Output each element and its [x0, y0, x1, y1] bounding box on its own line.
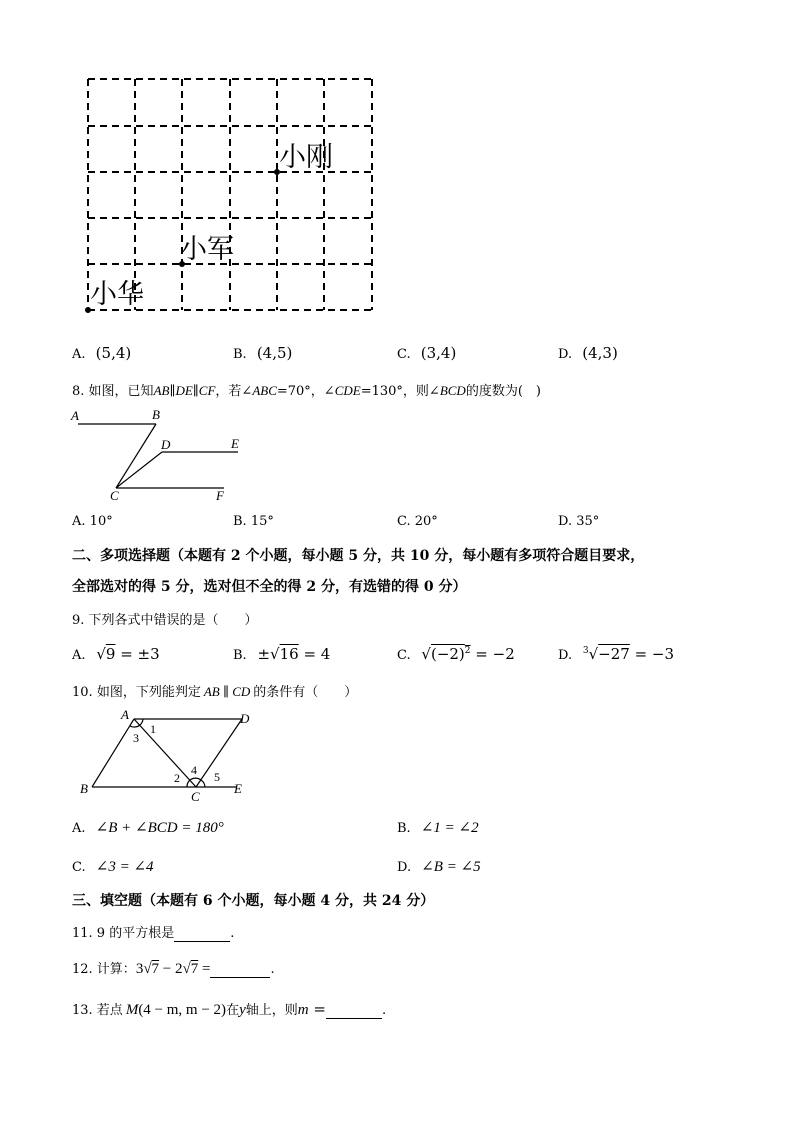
- q10-option-b: [397, 818, 479, 837]
- q9-c-letter: C.: [397, 648, 411, 663]
- q8-cde-val: =130°，则∠: [360, 384, 440, 399]
- q10-option-a: [72, 818, 224, 837]
- q8-label-c: C: [110, 488, 119, 503]
- q13-eq: =: [308, 1000, 326, 1018]
- q10-label-b: B: [80, 781, 88, 796]
- q10-parallel: AB ∥ CD: [203, 684, 251, 699]
- q8-b-text: 15°: [250, 514, 274, 529]
- q10-question: [72, 681, 357, 700]
- q8-c-text: 20°: [414, 514, 438, 529]
- q12-question: 12. 计算：3√7 − 2√7 = .: [72, 961, 275, 977]
- q8-c-letter: C.: [397, 514, 411, 529]
- q13-coords: (4 − m, m − 2): [138, 1002, 227, 1018]
- q7-option-b: [233, 344, 292, 362]
- q8-abc-val: =70°，∠: [276, 384, 335, 399]
- q8-question: [72, 380, 541, 399]
- q10-text-pre: 如图，下列能判定: [96, 685, 201, 700]
- q8-number: 8.: [72, 384, 85, 399]
- q9-d-index: 3: [582, 646, 589, 656]
- q9-option-d: D. $^3$√−27 = −3: [558, 645, 675, 663]
- q10-label-3: 3: [133, 731, 139, 745]
- q9-c-radicand: (−2): [430, 645, 465, 663]
- q11-answer-blank[interactable]: [174, 926, 230, 942]
- q8-b-letter: B.: [233, 514, 247, 529]
- q12-end: .: [270, 962, 275, 977]
- q7-d-text: (4,3): [582, 344, 618, 362]
- q7-a-letter: A.: [72, 347, 86, 362]
- q9-c-rest: = −2: [470, 645, 515, 663]
- q9-d-rest: = −3: [629, 645, 675, 663]
- q10-c-letter: C.: [72, 860, 86, 875]
- section3-heading: 三、填空题（本题有 6 个小题，每小题 4 分，共 24 分）: [72, 893, 435, 909]
- q8-label-b: B: [152, 407, 160, 422]
- q9-b-radicand: 16: [279, 645, 299, 663]
- q11-end: .: [230, 926, 235, 941]
- q9-a-letter: A.: [72, 648, 86, 663]
- q10-label-c: C: [191, 789, 200, 804]
- q12-text: 12. 计算：: [72, 962, 136, 977]
- q13-m: m: [297, 1002, 309, 1018]
- q7-option-d: [558, 344, 618, 362]
- label-xiaohua: 小华: [90, 279, 144, 310]
- q8-label-a: A: [71, 408, 79, 423]
- q8-text-mid1: ，若∠: [215, 384, 253, 399]
- q9-option-a: A. √9 = ±3: [72, 645, 160, 663]
- q8-d-letter: D.: [558, 514, 573, 529]
- label-xiaogang: 小刚: [279, 142, 333, 173]
- q8-cde: CDE: [334, 383, 361, 398]
- q11-text: 11. 9 的平方根是: [72, 926, 175, 941]
- q7-b-text: (4,5): [256, 344, 293, 362]
- q12-coef: 3: [135, 961, 144, 977]
- q7-option-c: [397, 344, 456, 362]
- q9-c-exponent: 2: [464, 646, 471, 656]
- q8-a-text: 10°: [89, 514, 113, 529]
- q8-d-text: 35°: [576, 514, 600, 529]
- q10-label-e: E: [234, 781, 242, 796]
- q10-label-d: D: [240, 711, 250, 726]
- q8-parallels: AB∥DE∥CF: [153, 383, 216, 398]
- q12-minus: − 2: [159, 961, 183, 977]
- q10-d-letter: D.: [397, 860, 412, 875]
- q13-y: y: [239, 1002, 246, 1018]
- q8-figure: [68, 404, 248, 504]
- q9-option-c: C. $√(-2)^2 = -2$: [397, 645, 515, 663]
- q8-option-c: [397, 514, 438, 529]
- q10-label-5: 5: [214, 770, 220, 784]
- q8-bcd: BCD: [439, 383, 466, 398]
- q9-d-letter: D.: [558, 648, 573, 663]
- q7-d-letter: D.: [558, 347, 573, 362]
- q13-question: [72, 999, 386, 1019]
- q8-option-b: [233, 514, 274, 529]
- q9-question: 9. 下列各式中错误的是（ ）: [72, 613, 258, 628]
- q10-option-d: [397, 857, 481, 876]
- q8-label-f: F: [216, 488, 224, 503]
- q12-radicand-1: 7: [151, 961, 160, 977]
- q13-mid: 在: [226, 1003, 240, 1018]
- q13-end: .: [381, 1003, 387, 1018]
- q9-b-rest: = 4: [298, 645, 331, 663]
- q10-label-2: 2: [174, 771, 180, 785]
- q8-option-a: [72, 514, 113, 529]
- q10-c-text: ∠3 = ∠4: [95, 859, 154, 875]
- q13-answer-blank[interactable]: [326, 1003, 382, 1019]
- section2-heading-line1: 二、多项选择题（本题有 2 个小题，每小题 5 分，共 10 分，每小题有多项符合题目要求，: [72, 548, 645, 564]
- q8-text-pre: 如图，已知: [88, 384, 154, 399]
- q8-text-end: 的度数为( ): [465, 384, 541, 399]
- q13-point-m: M: [125, 1002, 139, 1018]
- q9-a-rest: = ±3: [115, 645, 160, 663]
- q13-mid2: 轴上，则: [245, 1003, 298, 1018]
- q8-a-letter: A.: [72, 514, 86, 529]
- q10-b-text: ∠1 = ∠2: [420, 820, 479, 836]
- q9-b-letter: B.: [233, 648, 247, 663]
- q10-label-a: A: [121, 707, 129, 722]
- label-xiaojun: 小军: [180, 234, 234, 265]
- q7-a-text: (5,4): [95, 344, 132, 362]
- q10-a-letter: A.: [72, 821, 86, 836]
- q11-question: [72, 922, 234, 942]
- q9-d-radicand: −27: [598, 645, 630, 663]
- grid-figure: [80, 72, 380, 317]
- q10-option-c: [72, 857, 154, 876]
- q7-c-text: (3,4): [420, 344, 457, 362]
- q8-abc: ABC: [252, 383, 277, 398]
- q9-option-b: B. ±√16 = 4: [233, 645, 331, 663]
- section2-heading-line2: 全部选对的得 5 分，选对但不全的得 2 分，有选错的得 0 分）: [72, 579, 467, 595]
- q10-b-letter: B.: [397, 821, 411, 836]
- q10-number: 10.: [72, 685, 93, 700]
- q7-b-letter: B.: [233, 347, 247, 362]
- q8-label-d: D: [161, 437, 171, 452]
- q7-option-a: [72, 344, 131, 362]
- q8-option-d: [558, 514, 599, 529]
- q12-answer-blank[interactable]: [210, 962, 270, 978]
- q9-b-pre: ±: [257, 645, 271, 663]
- q13-text: 13. 若点: [72, 1003, 123, 1018]
- q10-figure: [74, 706, 254, 806]
- q7-c-letter: C.: [397, 347, 411, 362]
- q10-label-4: 4: [191, 763, 197, 777]
- q10-label-1: 1: [150, 722, 156, 736]
- q10-text-end: 的条件有（ ）: [253, 685, 358, 700]
- q12-radicand-2: 7: [190, 961, 199, 977]
- q10-a-text: ∠B + ∠BCD = 180°: [95, 820, 224, 836]
- q8-label-e: E: [231, 436, 239, 451]
- q9-a-radicand: 9: [105, 645, 116, 663]
- q12-eq: =: [198, 961, 211, 977]
- q10-d-text: ∠B = ∠5: [421, 859, 481, 875]
